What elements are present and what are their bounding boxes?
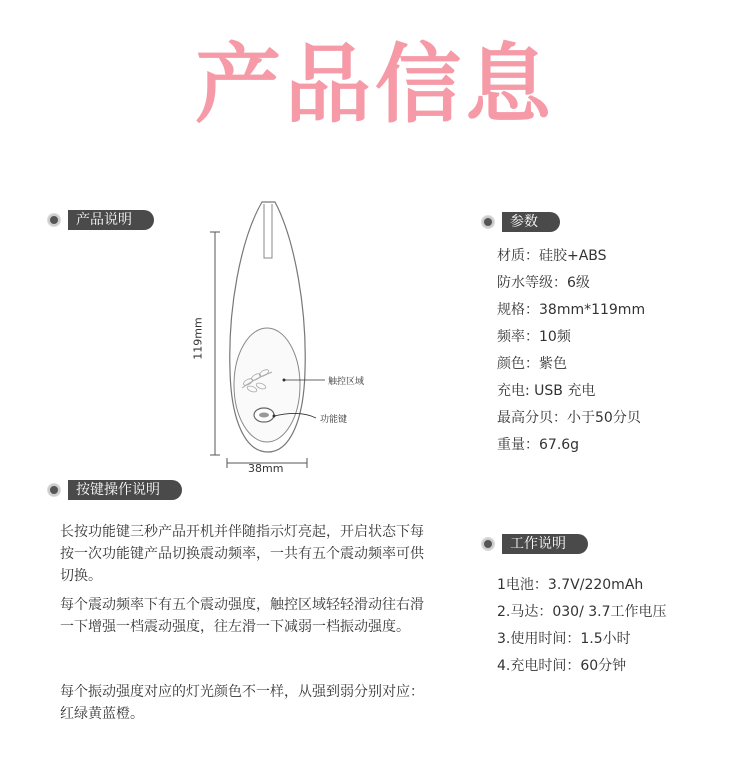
param-charging: 充电: USB 充电	[497, 383, 596, 399]
work-motor: 2.马达：030/ 3.7工作电压	[497, 604, 667, 620]
device-outline	[200, 200, 400, 480]
work-usage-time: 3.使用时间：1.5小时	[497, 631, 631, 647]
work-battery: 1电池：3.7V/220mAh	[497, 577, 644, 593]
work-charge-time: 4.充电时间：60分钟	[497, 658, 627, 674]
work-list	[497, 572, 667, 680]
function-key-label: 功能键	[320, 415, 348, 425]
section-product-desc	[48, 210, 154, 230]
section-params	[482, 212, 560, 232]
param-size: 规格：38mm*119mm	[497, 302, 646, 318]
width-label: 38mm	[248, 462, 284, 475]
instruction-1: 长按功能键三秒产品开机并伴随指示灯亮起，开启状态下每按一次功能键产品切换震动频率，一共有五个震动频率可供切换。	[60, 524, 424, 584]
section-label: 参数	[502, 212, 560, 232]
bullet-icon	[482, 216, 494, 228]
section-label: 按键操作说明	[68, 480, 182, 500]
bullet-icon	[48, 484, 60, 496]
bullet-icon	[48, 214, 60, 226]
param-waterproof: 防水等级：6级	[497, 275, 590, 291]
section-work	[482, 534, 588, 554]
touch-area-label: 触控区域	[328, 377, 365, 387]
bullet-icon	[482, 538, 494, 550]
param-weight: 重量：67.6g	[497, 437, 580, 453]
param-frequency: 频率：10频	[497, 329, 571, 345]
instruction-3: 每个振动强度对应的灯光颜色不一样，从强到弱分别对应：红绿黄蓝橙。	[60, 684, 424, 722]
section-label: 产品说明	[68, 210, 154, 230]
page-title: 产品信息	[195, 35, 555, 135]
param-color: 颜色：紫色	[497, 356, 567, 372]
param-decibel: 最高分贝：小于50分贝	[497, 410, 641, 426]
height-label: 119mm	[191, 317, 205, 360]
params-list	[497, 243, 645, 459]
param-material: 材质：硅胶+ABS	[497, 248, 607, 264]
section-button-ops	[48, 480, 182, 500]
section-label: 工作说明	[502, 534, 588, 554]
device-diagram	[191, 200, 400, 484]
instruction-2: 每个震动频率下有五个震动强度，触控区域轻轻滑动往右滑一下增强一档震动强度，往左滑一下减弱一档振动强度。	[60, 597, 424, 635]
